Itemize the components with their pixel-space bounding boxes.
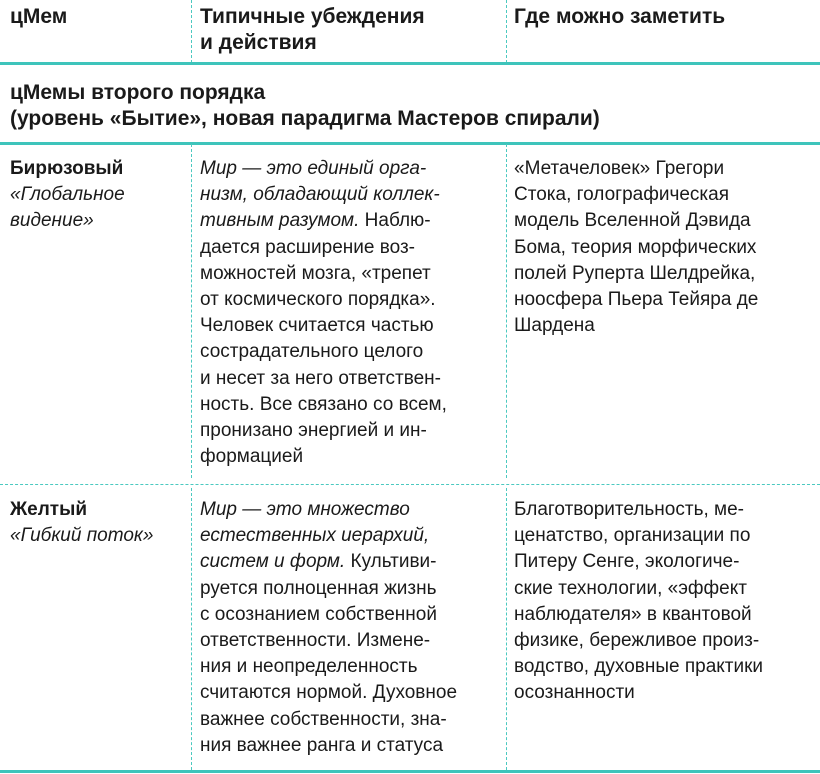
beliefs-cell [200, 497, 500, 759]
row1-divider-1 [191, 144, 192, 478]
where-cell: «Метачеловек» Грегори Стока, голографическая модель Вселенной Дэвида Бома, теория морфических полей Руперта Шелдрейка, ноосфера Пьера Тейяра де Шардена [514, 158, 759, 337]
row2-divider-2 [506, 488, 507, 770]
beliefs-cell [200, 156, 500, 470]
header-divider-1 [191, 0, 192, 63]
section-title: цМемы второго порядка (уровень «Бытие», новая парадигма Мастеров спирали) [10, 81, 600, 130]
row1-divider-2 [506, 144, 507, 478]
meme-cell [10, 497, 188, 549]
meme-subtitle: «Гибкий поток» [10, 525, 154, 547]
header-rule [0, 62, 820, 65]
header-col-meme: цМем [10, 5, 68, 28]
table-row [0, 156, 820, 476]
table-row [0, 497, 820, 767]
header-col-beliefs: Типичные убеждения и действия [200, 5, 425, 54]
meme-subtitle: «Глобальное видение» [10, 184, 125, 232]
beliefs-italic: Мир — это множество естественных иерархий, систем и форм. [200, 499, 430, 573]
table-header [0, 4, 820, 60]
beliefs-text: Наблю- дается расширение воз- можностей мозга, «трепет от космического порядка». Человек считается частью сострадательного целого и несет за него ответствен- ность. Все связано со всем, пронизано энергией и ин- формацией [200, 210, 447, 468]
meme-name: Бирюзовый [10, 158, 124, 179]
section-heading [0, 80, 820, 136]
header-divider-2 [506, 0, 507, 63]
beliefs-italic: Мир — это единый орга- низм, обладающий коллек- тивным разумом. [200, 158, 440, 232]
section-rule [0, 142, 820, 145]
beliefs-text: Культиви- руется полноценная жизнь с осознанием собственной ответственности. Измене- ния и неопределенность считаются нормой. Духовное важнее собственности, зна- ния важнее ранга и статуса [200, 551, 458, 756]
row2-divider-1 [191, 488, 192, 770]
row-separator [0, 484, 820, 485]
bottom-rule [0, 770, 820, 773]
where-cell: Благотворительность, ме- ценатство, организации по Питеру Сенге, экологиче- ские технологии, «эффект наблюдателя» в квантовой физике, бережливое произ- водство, духовные практики осознанности [514, 499, 764, 704]
meme-cell [10, 156, 188, 235]
header-col-where: Где можно заметить [514, 5, 726, 28]
meme-name: Желтый [10, 499, 88, 520]
